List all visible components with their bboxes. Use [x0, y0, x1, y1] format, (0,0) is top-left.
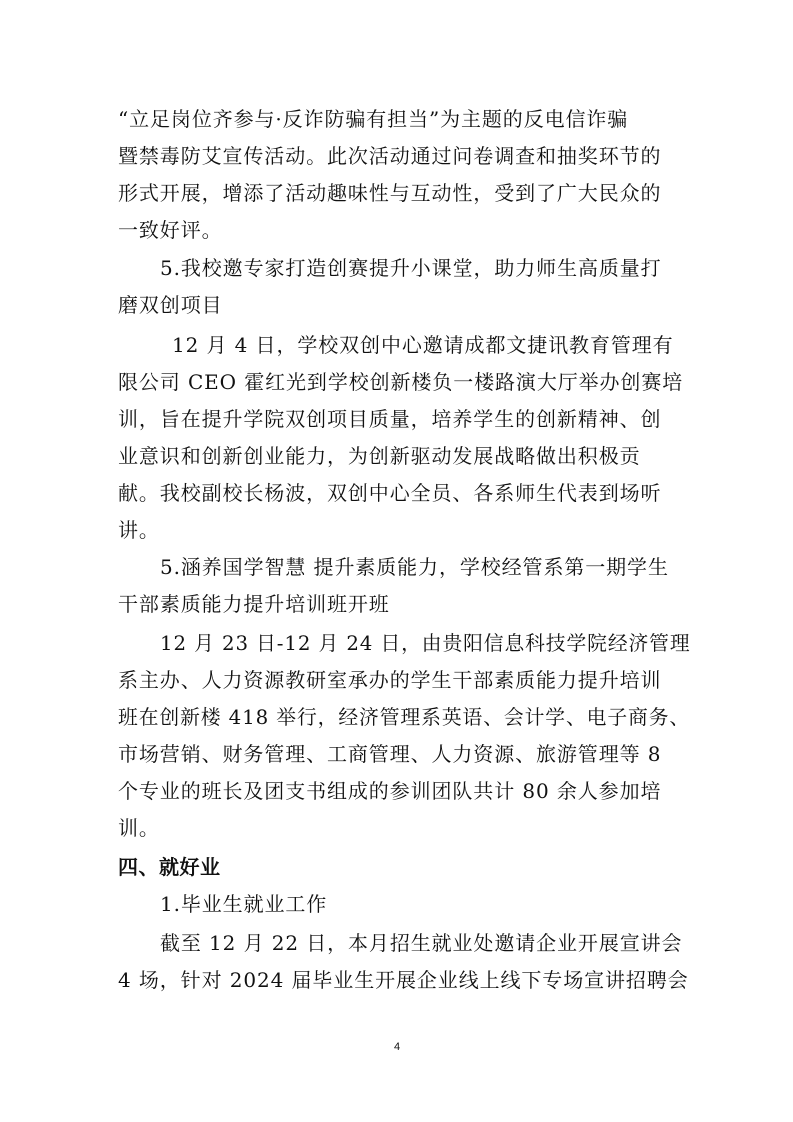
body-text-line: 训，旨在提升学院双创项目质量，培养学生的创新精神、创 — [118, 407, 662, 431]
body-text-line: 训。 — [118, 816, 160, 840]
body-text-line: 12 月 23 日-12 月 24 日，由贵阳信息科技学院经济管理 — [160, 631, 691, 655]
section-heading: 5.涵养国学智慧 提升素质能力，学校经管系第一期学生 — [160, 555, 669, 579]
body-text-line: 4 场，针对 2024 届毕业生开展企业线上线下专场宣讲招聘会 — [118, 968, 689, 992]
body-text-line: 一致好评。 — [118, 218, 223, 242]
body-text-line: 12 月 4 日，学校双创中心邀请成都文捷讯教育管理有 — [172, 333, 674, 357]
body-text-line: 形式开展，增添了活动趣味性与互动性，受到了广大民众的 — [118, 181, 662, 205]
body-text-line: 班在创新楼 418 举行，经济管理系英语、会计学、电子商务、 — [118, 705, 691, 729]
body-text-line: 系主办、人力资源教研室承办的学生干部素质能力提升培训 — [118, 668, 662, 692]
body-text-line: 截至 12 月 22 日，本月招生就业处邀请企业开展宣讲会 — [160, 931, 683, 955]
body-text-line: 业意识和创新创业能力，为创新驱动发展战略做出积极贡 — [118, 444, 641, 468]
body-text-line: 献。我校副校长杨波，双创中心全员、各系师生代表到场听 — [118, 481, 662, 505]
section-heading: 磨双创项目 — [118, 293, 223, 317]
page-number: 4 — [393, 1041, 401, 1053]
body-text-line: 限公司 CEO 霍红光到学校创新楼负一楼路演大厅举办创赛培 — [118, 370, 684, 394]
section-heading: 5.我校邀专家打造创赛提升小课堂，助力师生高质量打 — [160, 256, 662, 280]
body-text-line: 个专业的班长及团支书组成的参训团队共计 80 余人参加培 — [118, 779, 662, 803]
body-text-line: 暨禁毒防艾宣传活动。此次活动通过问卷调查和抽奖环节的 — [118, 144, 662, 168]
body-text-line: “立足岗位齐参与·反诈防骗有担当”为主题的反电信诈骗 — [118, 107, 629, 131]
body-text-line: 讲。 — [118, 518, 160, 542]
section-heading: 1.毕业生就业工作 — [160, 892, 328, 916]
chapter-heading: 四、就好业 — [118, 855, 221, 879]
body-text-line: 市场营销、财务管理、工商管理、人力资源、旅游管理等 8 — [118, 742, 662, 766]
section-heading: 干部素质能力提升培训班开班 — [118, 592, 390, 616]
